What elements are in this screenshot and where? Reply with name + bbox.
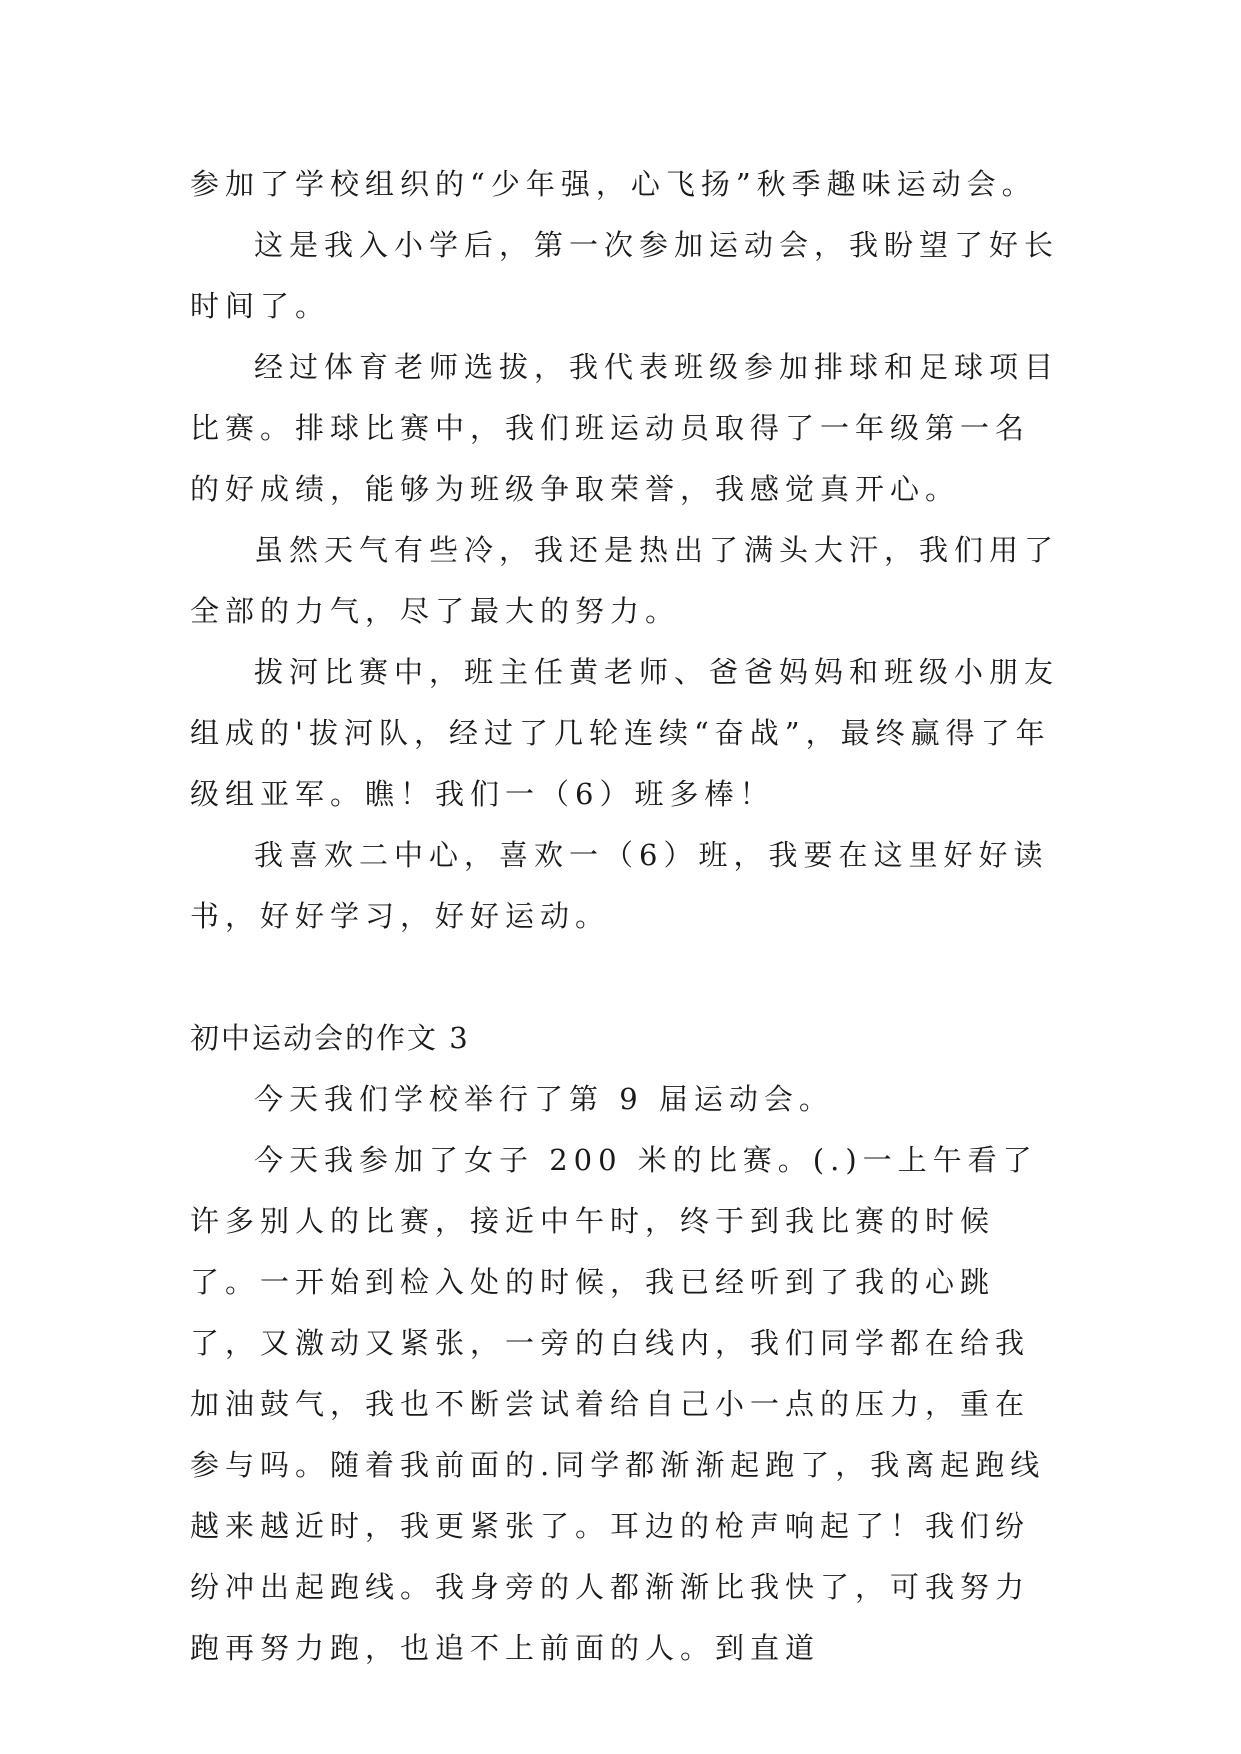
paragraph: 拔河比赛中，班主任黄老师、爸爸妈妈和班级小朋友组成的'拔河队，经过了几轮连续“奋战”，最终赢得了年级组亚军。瞧！我们一（6）班多棒！ (190, 655, 1060, 811)
paragraph: 我喜欢二中心，喜欢一（6）班，我要在这里好好读书，好好学习，好好运动。 (190, 838, 1049, 933)
section-spacer (190, 947, 1060, 1008)
paragraph: 今天我们学校举行了第 9 届运动会。 (254, 1082, 834, 1116)
article-body (190, 154, 1060, 1679)
paragraph: 这是我入小学后，第一次参加运动会，我盼望了好长时间了。 (190, 228, 1060, 323)
paragraph: 今天我参加了女子 200 米的比赛。(.)一上午看了许多别人的比赛，接近中午时，终于到我比赛的时候了。一开始到检入处的时候，我已经听到了我的心跳了，又激动又紧张，一旁的白线内，我们同学都在给我加油鼓气，我也不断尝试着给自己小一点的压力，重在参与吗。随着我前面的.同学都渐渐起跑了，我离起跑线越来越近时，我更紧张了。耳边的枪声响起了！我们纷纷冲出起跑线。我身旁的人都渐渐比我快了，可我努力跑再努力跑，也追不上前面的人。到直道 (190, 1143, 1046, 1665)
paragraph: 虽然天气有些冷，我还是热出了满头大汗，我们用了全部的力气，尽了最大的努力。 (190, 533, 1060, 628)
paragraph-continuation: 参加了学校组织的“少年强，心飞扬”秋季趣味运动会。 (190, 167, 1037, 201)
section-title: 初中运动会的作文 3 (190, 1021, 470, 1055)
paragraph: 经过体育老师选拔，我代表班级参加排球和足球项目比赛。排球比赛中，我们班运动员取得了一年级第一名的好成绩，能够为班级争取荣誉，我感觉真开心。 (190, 350, 1060, 506)
